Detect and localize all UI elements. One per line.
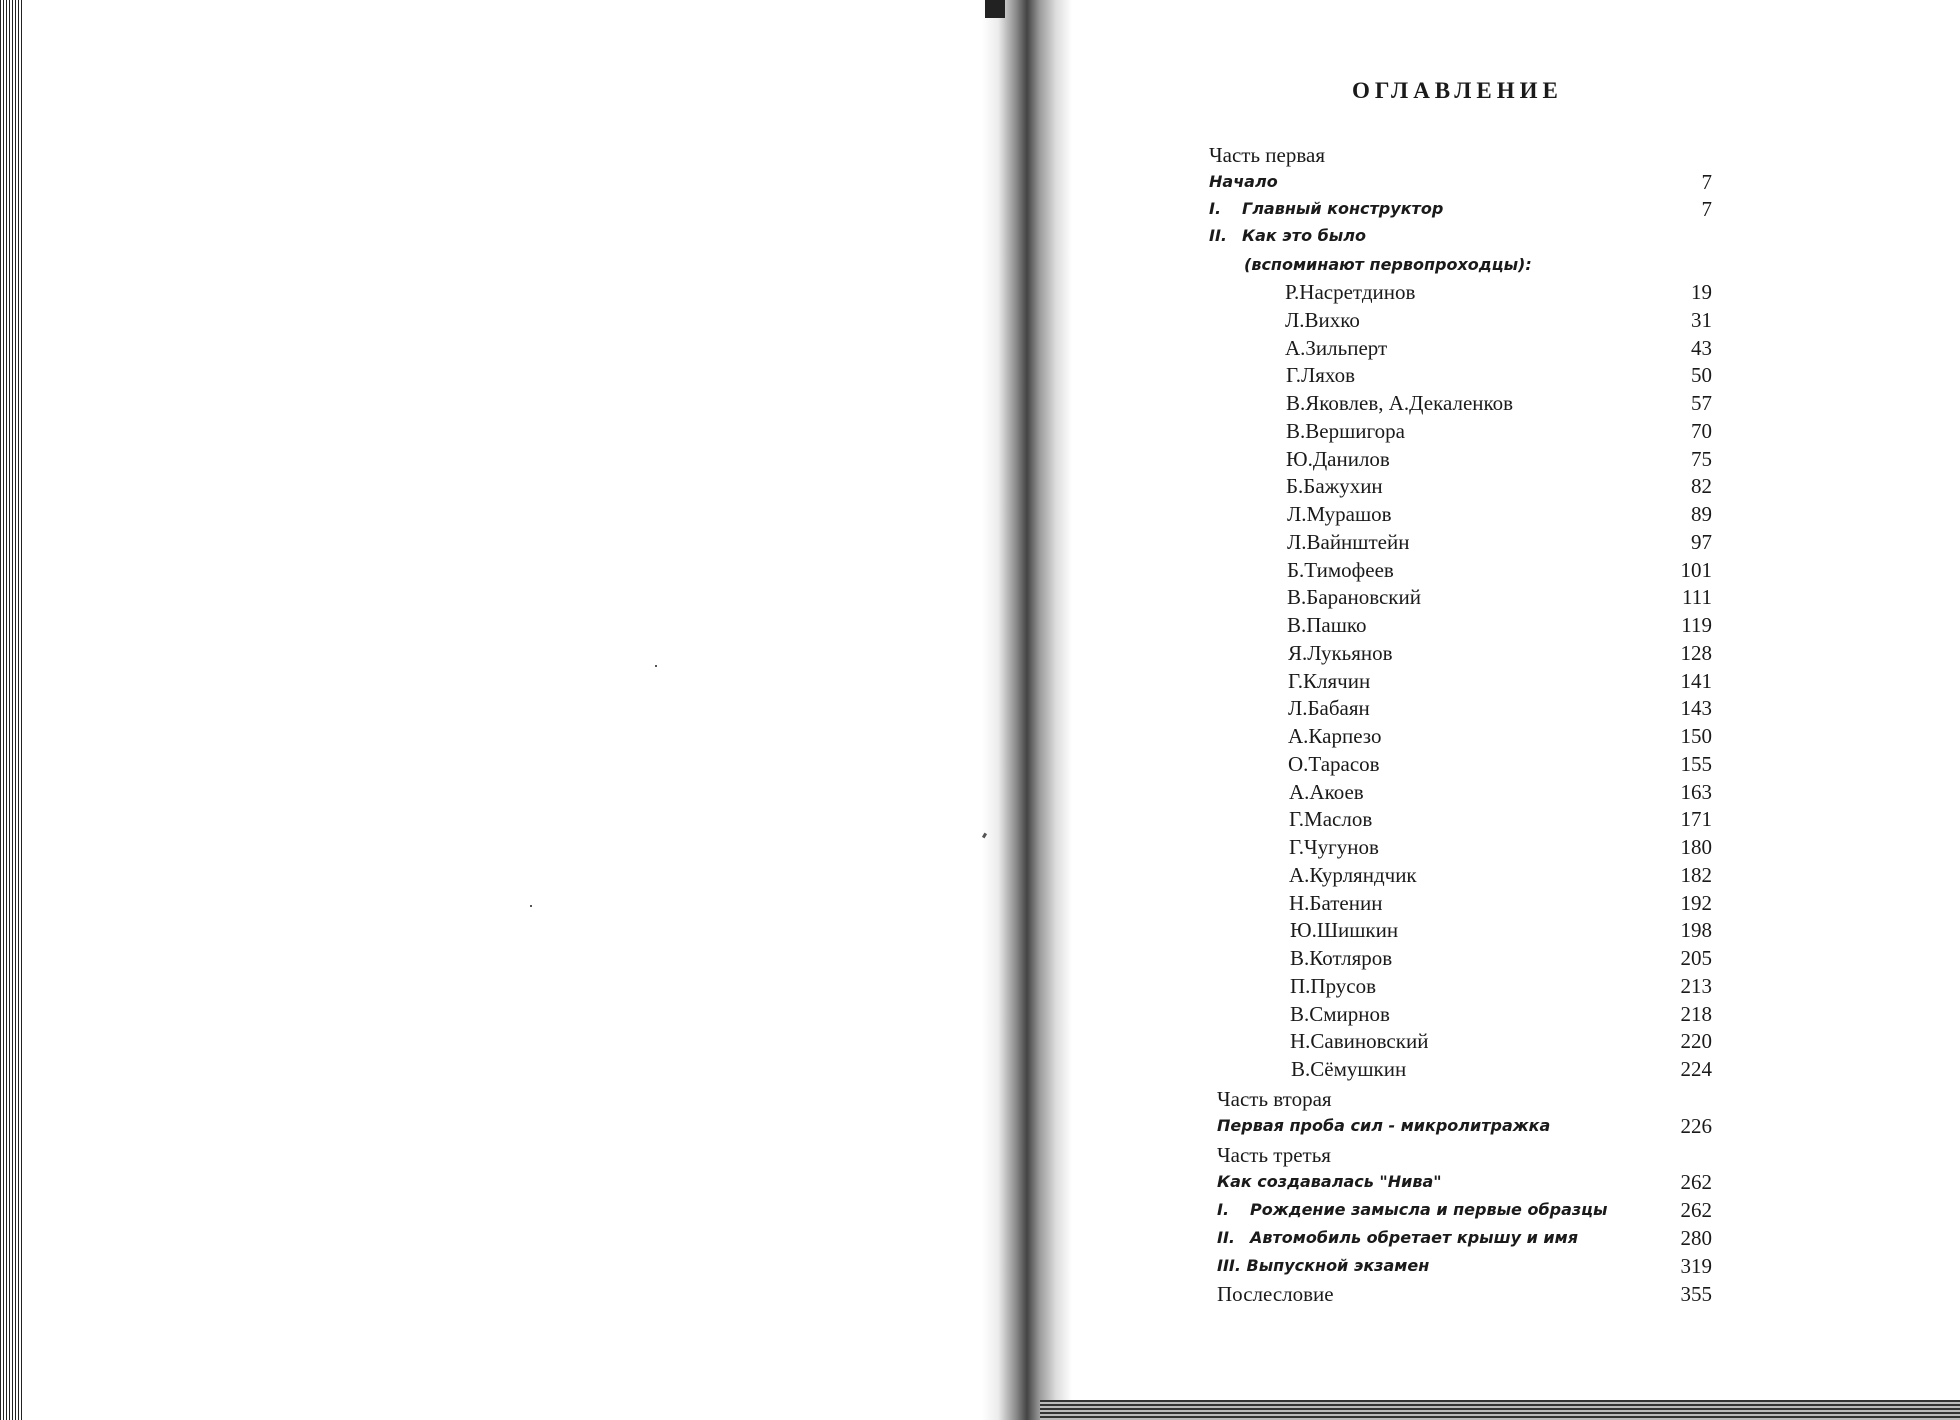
entry-title: Главный конструктор [1242, 199, 1444, 218]
memoir-author: Б.Бажухин [1286, 474, 1383, 499]
memoir-page: 128 [1680, 640, 1712, 665]
entry-page: 7 [1701, 197, 1712, 221]
memoir-page: 224 [1680, 1057, 1712, 1081]
memoir-entry [1072, 583, 1712, 611]
entry-title: Автомобиль обретает крышу и имя [1250, 1228, 1578, 1247]
memoir-entry [1072, 694, 1712, 722]
toc-page [1072, 0, 1960, 1400]
toc-entry [1072, 1196, 1712, 1224]
entry-page: 319 [1680, 1254, 1712, 1278]
memoir-page: 192 [1680, 890, 1712, 915]
memoir-entry [1072, 334, 1712, 362]
memoir-page: 198 [1680, 918, 1712, 943]
toc-part-label [1072, 141, 1712, 169]
memoir-author: Л.Бабаян [1288, 696, 1370, 721]
memoir-page: 43 [1691, 335, 1712, 360]
memoir-entry [1072, 611, 1712, 639]
entry-page: 280 [1680, 1226, 1712, 1250]
memoir-page: 31 [1691, 307, 1712, 332]
entry-title: Как создавалась "Нива" [1217, 1172, 1442, 1191]
page-bottom-edge [1040, 1400, 1960, 1420]
memoir-entry [1072, 805, 1712, 833]
toc-entry [1072, 1252, 1712, 1280]
memoir-page: 218 [1680, 1001, 1712, 1026]
toc-entry [1072, 1112, 1712, 1140]
memoir-author: В.Яковлев, А.Декаленков [1286, 391, 1514, 415]
memoir-entry [1072, 1027, 1712, 1055]
scan-speck [530, 905, 532, 907]
toc-title: ОГЛАВЛЕНИЕ [1352, 78, 1563, 103]
scan-speck [655, 665, 657, 667]
memoir-page: 101 [1680, 557, 1712, 582]
memoir-page: 155 [1680, 751, 1712, 776]
toc-part-label [1072, 1085, 1712, 1113]
memoir-page: 50 [1691, 363, 1712, 388]
memoir-entry [1072, 889, 1712, 917]
entry-page: 262 [1680, 1198, 1712, 1222]
memoir-entry [1072, 944, 1712, 972]
memoir-page: 57 [1691, 391, 1712, 415]
entry-page: 262 [1680, 1170, 1712, 1194]
binding-top [985, 0, 1005, 18]
memoir-author: П.Прусов [1290, 973, 1377, 998]
memoir-author: А.Курляндчик [1289, 862, 1417, 887]
toc-entry-subtitle [1072, 251, 1712, 279]
memoir-page: 182 [1680, 862, 1712, 887]
memoir-author: Я.Лукьянов [1288, 640, 1393, 665]
memoir-page: 89 [1691, 502, 1712, 526]
memoir-entry [1072, 722, 1712, 750]
memoir-author: Б.Тимофеев [1287, 557, 1394, 582]
memoir-page: 82 [1691, 474, 1712, 499]
entry-page: 7 [1701, 170, 1712, 194]
memoir-author: Л.Мурашов [1287, 502, 1392, 526]
memoir-page: 143 [1680, 696, 1712, 721]
toc-entry [1072, 1224, 1712, 1252]
memoir-entry [1072, 472, 1712, 500]
entry-title: Послесловие [1217, 1282, 1334, 1306]
memoir-author: В.Сёмушкин [1291, 1057, 1407, 1081]
entry-title: Выпускной экзамен [1246, 1256, 1430, 1275]
memoir-author: А.Акоев [1289, 779, 1364, 804]
memoir-author: А.Зильперт [1285, 335, 1388, 360]
memoir-entry [1072, 972, 1712, 1000]
part-label: Часть первая [1209, 143, 1325, 167]
book-gutter [982, 0, 1072, 1420]
toc-entry [1072, 195, 1712, 223]
memoir-page: 141 [1680, 668, 1712, 693]
memoir-author: Н.Савиновский [1290, 1029, 1429, 1054]
memoir-entry [1072, 389, 1712, 417]
chapter-number: I. [1209, 199, 1222, 218]
memoir-entry [1072, 556, 1712, 584]
memoir-page: 163 [1680, 779, 1712, 804]
memoir-author: А.Карпезо [1288, 724, 1382, 748]
part-label: Часть вторая [1217, 1087, 1332, 1111]
memoir-entry [1072, 278, 1712, 306]
memoir-author: Г.Клячин [1288, 668, 1371, 693]
memoir-author: Ю.Данилов [1286, 446, 1390, 471]
memoir-entry [1072, 528, 1712, 556]
memoir-page: 111 [1682, 585, 1712, 610]
memoir-entry [1072, 500, 1712, 528]
entry-title: Рождение замысла и первые образцы [1250, 1200, 1608, 1219]
memoir-entry [1072, 445, 1712, 473]
toc-entry [1072, 222, 1712, 250]
toc-entry [1072, 1168, 1712, 1196]
chapter-number: II. [1217, 1228, 1235, 1247]
page-edges [0, 0, 22, 1420]
entry-title: Начало [1209, 172, 1278, 191]
memoir-entry [1072, 639, 1712, 667]
memoir-entry [1072, 1055, 1712, 1083]
left-page-blank [22, 0, 982, 1420]
memoir-entry [1072, 667, 1712, 695]
memoir-author: Г.Маслов [1289, 807, 1373, 832]
memoir-page: 180 [1680, 835, 1712, 859]
memoir-page: 220 [1680, 1029, 1712, 1054]
chapter-number: I. [1217, 1200, 1230, 1219]
memoir-entry [1072, 1000, 1712, 1028]
memoir-author: Г.Ляхов [1286, 363, 1356, 388]
memoir-page: 70 [1691, 418, 1712, 443]
memoir-page: 150 [1680, 724, 1712, 748]
chapter-number: II. [1209, 226, 1227, 245]
memoir-author: О.Тарасов [1288, 751, 1380, 776]
memoir-page: 119 [1681, 613, 1712, 637]
memoir-page: 205 [1680, 946, 1712, 970]
memoir-author: Л.Вихко [1285, 307, 1360, 332]
part-label: Часть третья [1217, 1143, 1331, 1167]
memoir-page: 97 [1691, 529, 1712, 554]
entry-page: 355 [1680, 1282, 1712, 1306]
entry-page: 226 [1680, 1114, 1712, 1138]
memoir-author: Ю.Шишкин [1290, 918, 1399, 943]
memoir-entry [1072, 833, 1712, 861]
entry-title: Как это было [1242, 226, 1366, 245]
memoir-author: В.Барановский [1287, 585, 1421, 610]
chapter-number: III. [1217, 1256, 1241, 1275]
memoir-author: В.Пашко [1287, 613, 1367, 637]
toc-entry [1072, 168, 1712, 196]
memoir-author: В.Вершигора [1286, 418, 1405, 443]
memoir-author: Л.Вайнштейн [1287, 529, 1410, 554]
memoir-entry [1072, 750, 1712, 778]
toc-part-label [1072, 1141, 1712, 1169]
toc-entry [1072, 1280, 1712, 1308]
entry-subtitle: (вспоминают первопроходцы): [1244, 255, 1532, 274]
entry-title: Первая проба сил - микролитражка [1217, 1116, 1551, 1135]
memoir-entry [1072, 861, 1712, 889]
memoir-entry [1072, 916, 1712, 944]
memoir-author: Н.Батенин [1289, 890, 1383, 915]
memoir-page: 19 [1691, 280, 1712, 304]
memoir-author: Г.Чугунов [1289, 835, 1379, 859]
memoir-entry [1072, 417, 1712, 445]
memoir-author: В.Котляров [1290, 946, 1393, 970]
memoir-entry [1072, 778, 1712, 806]
memoir-author: В.Смирнов [1290, 1001, 1390, 1026]
memoir-entry [1072, 361, 1712, 389]
memoir-author: Р.Насретдинов [1285, 280, 1416, 304]
memoir-page: 171 [1680, 807, 1712, 832]
memoir-page: 213 [1680, 973, 1712, 998]
memoir-page: 75 [1691, 446, 1712, 471]
memoir-entry [1072, 306, 1712, 334]
